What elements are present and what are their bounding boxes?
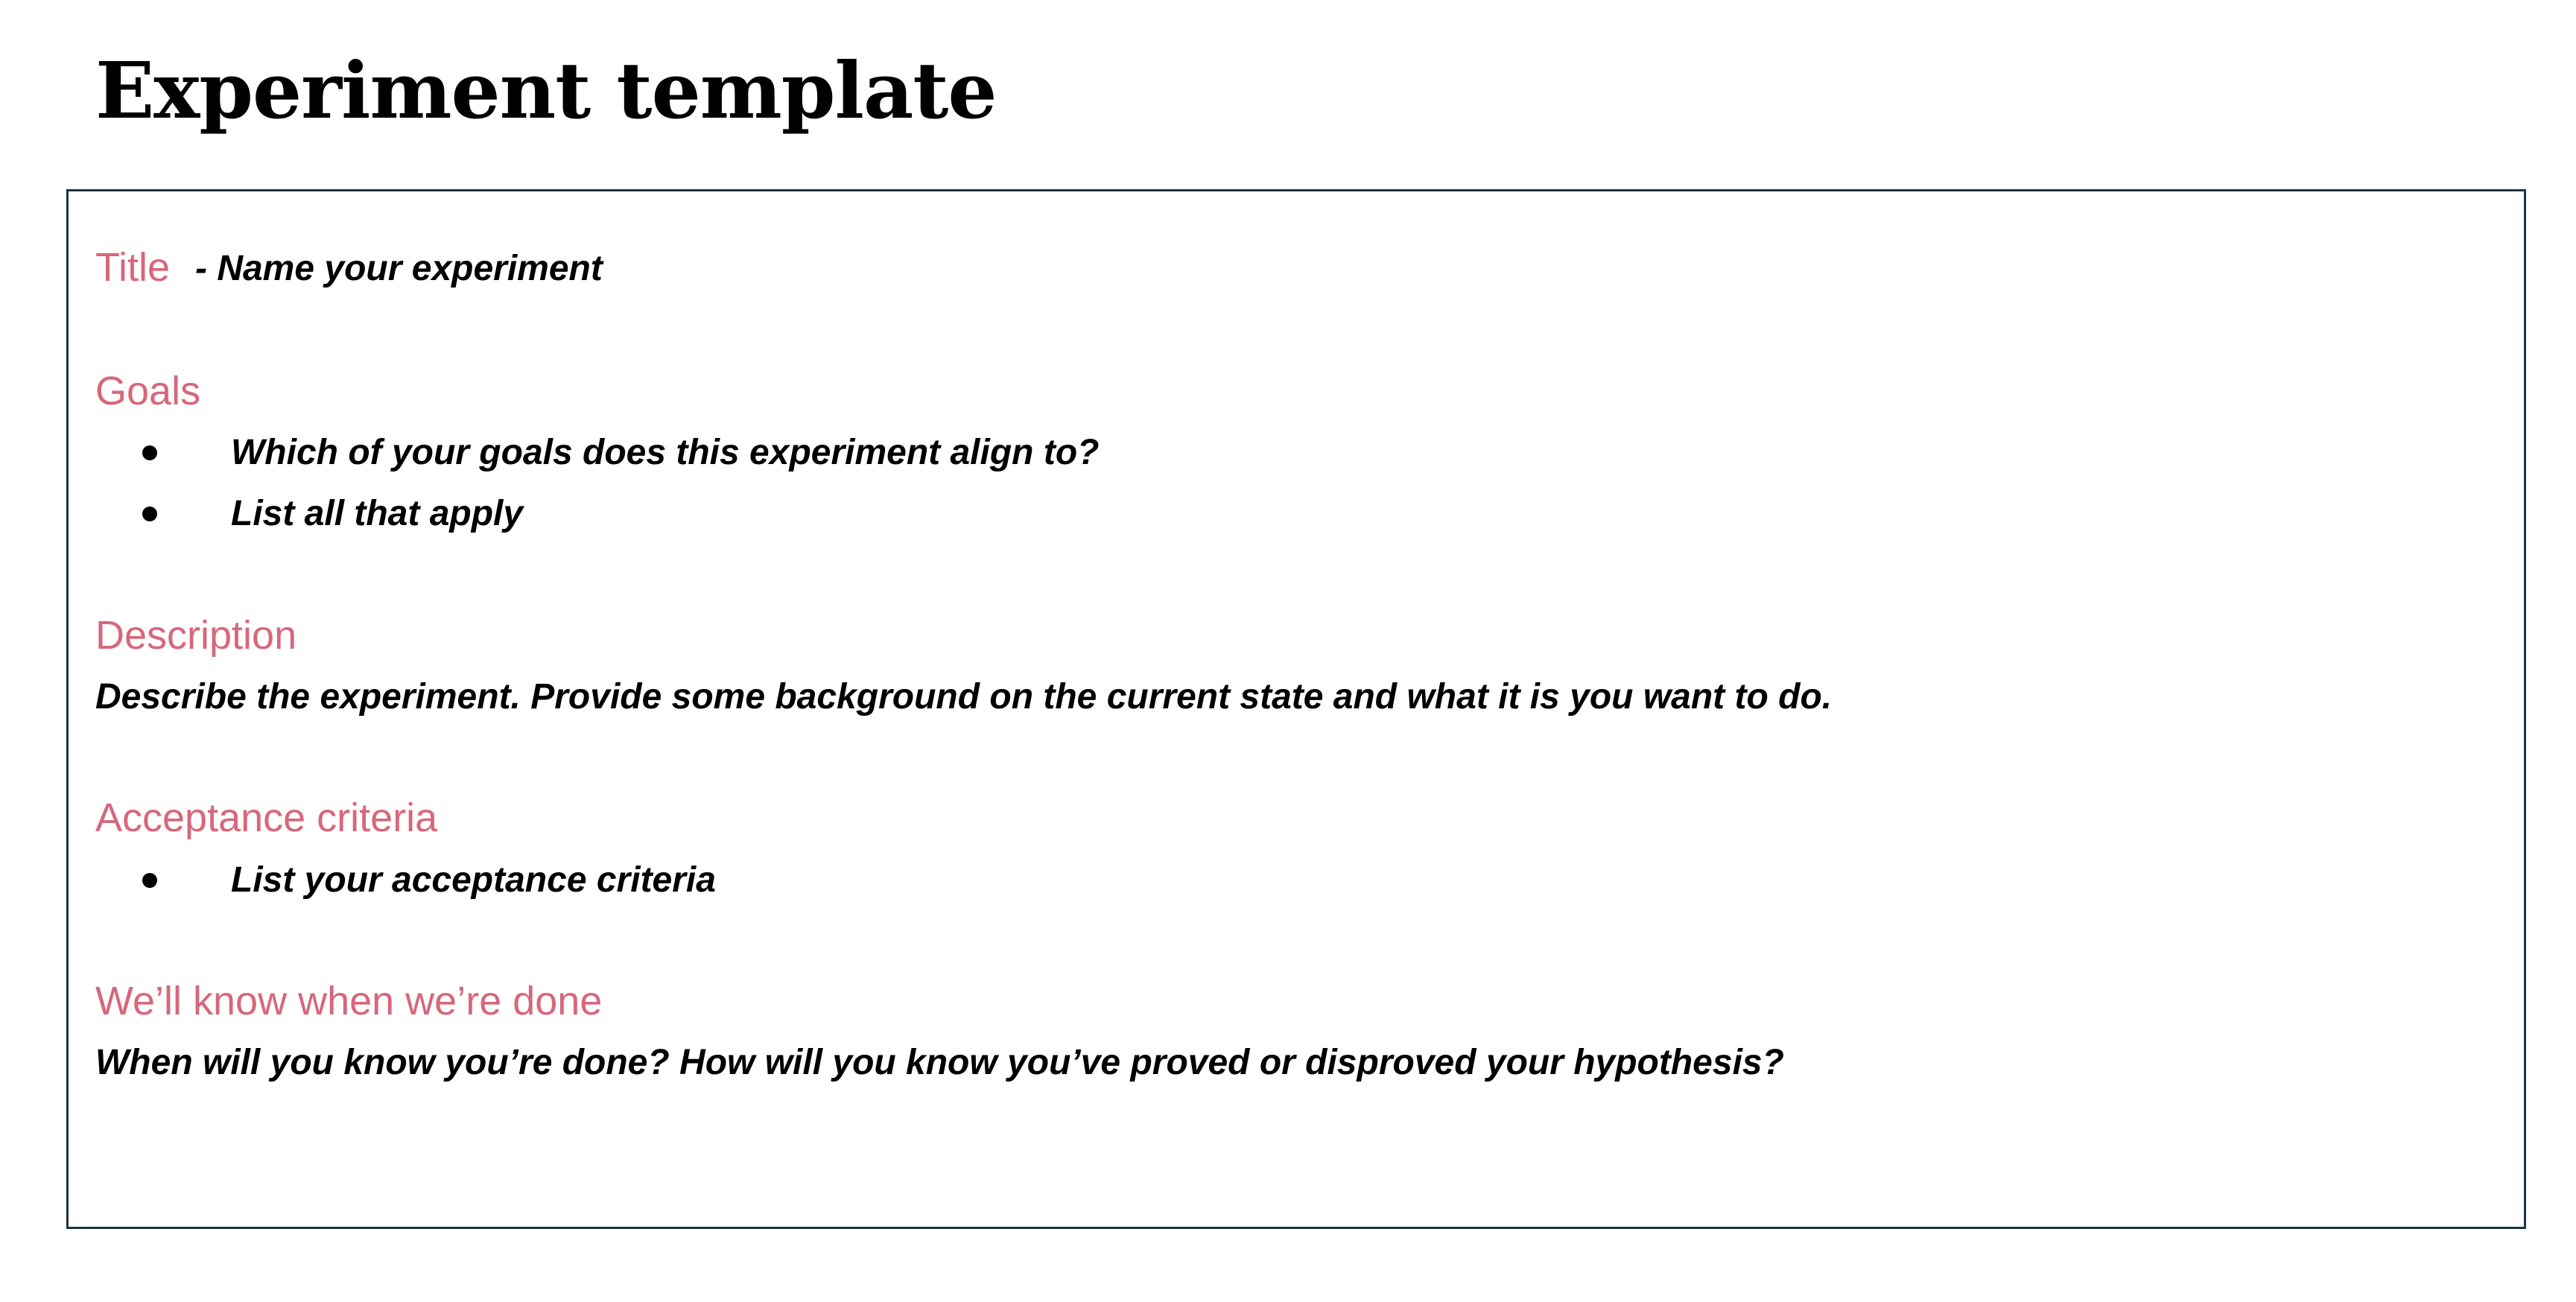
done-body: When will you know you’re done? How will you know you’ve proved or disproved your hypothesis? [95,1043,1784,1082]
list-item: Which of your goals does this experiment align to? [231,433,1100,472]
list-item: List all that apply [231,494,524,533]
page-title: Experiment template [95,45,997,136]
description-body: Describe the experiment. Provide some background on the current state and what it is you want to do. [95,677,1833,717]
bullet-icon [142,506,157,521]
bullet-icon [142,445,157,460]
bullet-icon [142,873,157,888]
done-heading: We’ll know when we’re done [95,979,603,1023]
title-hint: - Name your experiment [195,249,603,288]
goals-heading: Goals [95,369,201,413]
acceptance-criteria-heading: Acceptance criteria [95,796,438,840]
list-item: List your acceptance criteria [231,860,716,900]
title-heading: Title [95,245,171,290]
description-heading: Description [95,613,297,658]
